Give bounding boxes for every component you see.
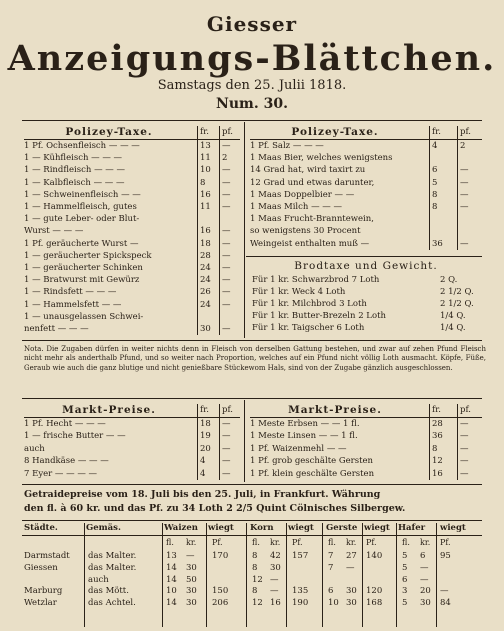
getraide-measure: auch [88,574,109,585]
brod-row-text: Für 1 kr. Butter-Brezeln 2 Loth [252,311,386,321]
divider [22,484,482,485]
getraide-unit: Pf. [440,538,451,547]
markt_right-row-text: 1 Meste Erbsen — — 1 fl. [250,419,360,429]
markt_left-header-rule [24,417,240,418]
markt_left-row-pf: — [222,468,231,479]
polizey_left-row-pf: 2 [222,153,228,164]
getraide-value: 3 [402,586,408,597]
divider [22,520,482,521]
getraide-value: 6 [402,574,408,585]
getraide-measure: das Achtel. [88,598,136,609]
getraide-value: 8 [252,586,258,597]
markt_right-title: Markt-Preise. [288,404,382,416]
markt_right-col-fr: fr. [432,405,441,415]
getraide-value: — [270,586,279,597]
polizey_left-row-pf: — [222,250,231,261]
polizey_right-col-pf: pf. [460,127,471,137]
brod-row-text: Für 1 kr. Weck 4 Loth [252,287,346,297]
getraide-unit: kr. [420,538,431,547]
getraide-value: 5 [402,562,408,573]
polizey_right-row-text: 1 Maas Doppelbier — — [250,189,355,200]
polizey_right-row-pf: — [460,202,469,212]
getraide-value: 170 [212,551,229,561]
getraide-value: 150 [212,586,229,597]
polizey_left-row-fr: 16 [200,189,211,200]
getraide-vrule [396,523,397,627]
polizey_left-col-fr: fr. [200,127,209,137]
polizey_left-row-pf: — [222,226,231,237]
getraide-city: Giessen [24,562,58,573]
polizey_left-row-pf: — [222,324,231,334]
getraide-header-wiegt1: wiegt [208,523,234,533]
getraide-vrule [362,523,363,627]
markt_right-row-pf: — [460,443,469,454]
getraide-value: 30 [420,598,431,609]
getraide-value: — [270,574,279,585]
polizey_left-vrule [197,126,198,335]
polizey_right-row-pf: — [460,238,469,249]
column-separator [244,122,245,338]
getraide-value: 7 [328,551,334,561]
polizey_right-row-text: 1 Maas Milch — — — [250,202,342,212]
getraide-unit: kr. [346,538,357,547]
getraide-header-wiegt3: wiegt [364,523,390,533]
getraide-value: 84 [440,598,451,609]
polizey_left-row-text: 1 — Bratwurst mit Gewürz [24,275,140,286]
divider [22,120,482,121]
markt_left-row-text: auch [24,443,45,454]
getraide-value: 10 [166,586,177,597]
getraide-value: 10 [328,598,339,609]
polizey_left-row-fr: 24 [200,263,211,273]
markt_left-row-text: 1 Pf. Hecht — — — [24,419,106,429]
polizey_left-row-text: 1 — Kalbfleisch — — — [24,177,125,188]
getraide-value: 5 [402,598,408,609]
getraide-value: 140 [366,551,383,561]
markt_left-row-text: 7 Eyer — — — — [24,468,98,479]
getraide-value: 95 [440,551,451,561]
markt_right-row-text: 1 Meste Linsen — — 1 fl. [250,431,358,442]
getraide-value: 5 [402,551,408,561]
markt_right-row-pf: — [460,456,469,467]
getraide-vrule [246,523,247,627]
getraide-header-rule [22,535,482,536]
markt_right-row-pf: — [460,431,469,442]
polizey_left-row-text: 1 — Kühfleisch — — — [24,153,123,164]
markt_left-vrule [197,404,198,480]
polizey_left-header-rule [24,139,240,140]
brod-row-text: Für 1 kr. Taigscher 6 Loth [252,323,365,333]
markt_right-row-pf: — [460,468,469,479]
markt_right-vrule [457,404,458,480]
getraide-value: 30 [270,562,281,573]
getraide-value: 8 [252,562,258,573]
divider [22,398,482,399]
getraide-value: 14 [166,598,177,609]
polizey_left-row-text: 1 Pf. geräucherte Wurst — [24,238,139,249]
polizey_right-row-fr: 36 [432,238,443,249]
polizey_left-row-text: 1 — Hammelsfett — — [24,299,122,310]
polizey_right-vrule [457,126,458,250]
polizey_left-vrule [219,126,220,335]
polizey_right-row-text: 1 Pf. Salz — — — [250,141,324,151]
markt_left-row-text: 8 Handkäse — — — [24,456,109,467]
markt_right-col-pf: pf. [460,405,471,415]
brod-row-q: 2 Q. [440,275,458,285]
polizey_left-row-fr: 8 [200,177,206,188]
polizey_left-row-fr: 24 [200,275,211,286]
markt_left-col-pf: pf. [222,405,233,415]
getraide-value: — [440,586,449,597]
getraide-value: 8 [252,551,258,561]
getraide-measure: das Malter. [88,562,137,573]
polizey_right-row-text: Weingeist enthalten muß — [250,238,370,249]
polizey_left-row-pf: — [222,299,231,310]
polizey_left-row-fr: 26 [200,287,211,298]
divider [22,340,482,341]
polizey_left-row-fr: 28 [200,250,211,261]
polizey_right-row-text: 1 Maas Frucht-Branntewein, [250,214,374,225]
getraide-city: Darmstadt [24,551,70,561]
getraide-header-staedte: Städte. [24,523,58,533]
polizey_left-row-pf: — [222,287,231,298]
polizey_left-row-fr: 30 [200,324,211,334]
getraide-value: 30 [186,562,197,573]
polizey_right-row-text: so wenigstens 30 Procent [250,226,361,237]
getraide-measure: das Mött. [88,586,129,597]
getraide-value: 42 [270,551,281,561]
getraide-header-gerste: Gerste [326,523,358,533]
markt_right-row-text: 1 Pf. klein geschälte Gersten [250,468,375,479]
markt_left-row-fr: 18 [200,419,211,429]
polizey_left-row-text: 1 — geräucherter Schinken [24,263,143,273]
masthead-title: Anzeigungs-Blättchen. [7,38,497,79]
polizey_right-row-text: 1 Maas Bier, welches wenigstens [250,153,393,164]
polizey_left-col-pf: pf. [222,127,233,137]
getraide-vrule [162,523,163,627]
polizey_right-row-fr: 8 [432,189,438,200]
polizey_right-title: Polizey-Taxe. [291,126,379,138]
markt_right-header-rule [250,417,482,418]
getraide-city: Marburg [24,586,63,597]
markt_right-row-fr: 28 [432,419,443,429]
getraide-city: Wetzlar [24,598,57,609]
getraide-measure: das Malter. [88,551,137,561]
getraide-heading-1: Getraidepreise vom 18. Juli bis den 25. Juli, in Frankfurt. Währung [24,489,381,500]
markt_right-row-fr: 16 [432,468,443,479]
markt_left-row-fr: 4 [200,468,206,479]
polizey_left-row-text: 1 Pf. Ochsenfleisch — — — [24,141,140,151]
polizey_right-row-fr: 8 [432,202,438,212]
polizey_right-vrule [429,126,430,250]
getraide-vrule [436,523,437,627]
polizey_left-row-pf: — [222,141,231,151]
getraide-value: 27 [346,551,357,561]
getraide-value: 30 [346,598,357,609]
polizey_left-row-pf: — [222,275,231,286]
getraide-vrule [322,523,323,627]
markt_left-row-fr: 4 [200,456,206,467]
brod-row-text: Für 1 kr. Milchbrod 3 Loth [252,299,367,309]
markt_right-vrule [429,404,430,480]
markt_right-row-pf: — [460,419,469,429]
polizey_left-row-pf: — [222,177,231,188]
brod-title: Brodtaxe und Gewicht. [294,260,438,272]
polizey_left-row-pf: — [222,165,231,176]
getraide-header-hafer: Hafer [398,523,426,533]
getraide-value: 7 [328,562,334,573]
getraide-value: 20 [420,586,431,597]
polizey_right-row-fr: 6 [432,165,438,176]
brod-row-text: Für 1 kr. Schwarzbrod 7 Loth [252,275,380,285]
brod-row-q: 1/4 Q. [440,311,466,321]
getraide-unit: fl. [402,538,410,547]
markt_right-row-fr: 8 [432,443,438,454]
getraide-vrule [84,523,85,627]
polizey_left-row-pf: — [222,202,231,212]
markt_right-row-text: 1 Pf. Waizenmehl — — [250,443,347,454]
getraide-value: 30 [186,598,197,609]
markt_left-col-fr: fr. [200,405,209,415]
polizey_left-row-text: Wurst — — — [24,226,84,237]
getraide-value: 30 [346,586,357,597]
polizey_left-row-text: 1 — gute Leber- oder Blut- [24,214,140,225]
polizey_left-row-pf: — [222,238,231,249]
getraide-value: 14 [166,562,177,573]
markt_right-row-text: 1 Pf. grob geschälte Gersten [250,456,374,467]
nota-text: Nota. Die Zugaben dürfen in weiter nichts denn in Fleisch von derselben Gattung bestehen, und zwar auf zehen Pfund Fleisch nicht mehr als anderthalb Pfund, und so weiter nach Proportion, welches auf ein Pfund nicht völlig Loth ausmacht. Köpfe, Füße, Geraub wie auch die ganz blutige und nicht genießbare Stückewom Hals, sind von der Zugabe gänzlich ausgeschlossen. [24,345,486,372]
getraide-value: 120 [366,586,383,597]
polizey_left-row-fr: 13 [200,141,211,151]
getraide-value: 16 [270,598,281,609]
polizey_left-row-fr: 16 [200,226,211,237]
getraide-unit: Pf. [212,538,223,547]
polizey_left-row-text: 1 — Hammelfleisch, gutes [24,202,137,212]
polizey_left-row-pf: — [222,263,231,273]
polizey_left-row-fr: 18 [200,238,211,249]
polizey_left-row-fr: 24 [200,299,211,310]
polizey_right-row-text: 14 Grad hat, wird taxirt zu [250,165,366,176]
polizey_left-row-pf: — [222,189,231,200]
polizey_right-row-text: 12 Grad und etwas darunter, [250,177,375,188]
getraide-value: 157 [292,551,309,561]
markt_left-row-fr: 19 [200,431,211,442]
issue-date: Samstags den 25. Julii 1818. [157,78,347,93]
brod-top-rule [246,256,482,257]
polizey_right-row-fr: 5 [432,177,438,188]
polizey_right-row-pf: — [460,177,469,188]
markt_left-row-pf: — [222,443,231,454]
getraide-header-wiegt4: wiegt [440,523,466,533]
getraide-heading-2: den fl. à 60 kr. und das Pf. zu 34 Loth 2 2/5 Quint Cölnisches Silbergew. [24,503,406,514]
getraide-unit: kr. [186,538,197,547]
getraide-value: — [420,574,429,585]
getraide-value: 168 [366,598,383,609]
markt_left-row-text: 1 — frische Butter — — [24,431,126,442]
issue-number: Num. 30. [216,96,288,112]
markt_left-row-pf: — [222,419,231,429]
getraide-header-waizen: Waizen [164,523,198,533]
getraide-unit: Pf. [292,538,303,547]
polizey_right-header-rule [250,139,482,140]
getraide-unit: fl. [328,538,336,547]
brod-row-q: 2 1/2 Q. [440,299,474,309]
getraide-value: 135 [292,586,309,597]
markt_left-title: Markt-Preise. [62,404,156,416]
getraide-unit: Pf. [366,538,377,547]
getraide-value: 13 [166,551,177,561]
polizey_left-title: Polizey-Taxe. [65,126,153,138]
brod-row-q: 2 1/2 Q. [440,287,474,297]
polizey_left-row-text: 1 — unausgelassen Schwei- [24,311,144,322]
polizey_left-row-text: 1 — geräucherter Spickspeck [24,250,152,261]
getraide-header-korn: Korn [250,523,274,533]
getraide-value: 190 [292,598,309,609]
getraide-vrule [286,523,287,627]
getraide-header-wiegt2: wiegt [288,523,314,533]
polizey_left-row-text: 1 — Rindfleisch — — — [24,165,125,176]
getraide-value: — [420,562,429,573]
getraide-header-gemaes: Gemäs. [86,523,121,533]
getraide-value: 50 [186,574,197,585]
polizey_right-col-fr: fr. [432,127,441,137]
getraide-value: 206 [212,598,229,609]
polizey_right-row-pf: — [460,165,469,176]
getraide-vrule [206,523,207,627]
polizey_left-row-fr: 10 [200,165,211,176]
masthead-city: Giesser [206,12,298,36]
polizey_left-row-fr: 11 [200,153,211,164]
getraide-unit: fl. [252,538,260,547]
getraide-value: — [346,562,355,573]
polizey_right-row-pf: — [460,189,469,200]
brod-row-q: 1/4 Q. [440,323,466,333]
markt_left-row-pf: — [222,431,231,442]
markt_left-vrule [219,404,220,480]
polizey_left-row-text: 1 — Rindsfett — — — [24,287,117,298]
column-separator [244,400,245,482]
getraide-value: 6 [420,551,426,561]
polizey_right-row-fr: 4 [432,141,438,151]
getraide-value: 6 [328,586,334,597]
polizey_left-row-text: nenfett — — — [24,324,89,334]
getraide-value: — [186,551,195,561]
getraide-unit: fl. [166,538,174,547]
markt_right-row-fr: 12 [432,456,443,467]
markt_left-row-fr: 20 [200,443,211,454]
markt_left-row-pf: — [222,456,231,467]
getraide-value: 14 [166,574,177,585]
getraide-value: 30 [186,586,197,597]
getraide-value: 12 [252,574,263,585]
polizey_left-row-fr: 11 [200,202,211,212]
polizey_right-row-pf: 2 [460,141,466,151]
polizey_left-row-text: 1 — Schweinenfleisch — — [24,189,141,200]
markt_right-row-fr: 36 [432,431,443,442]
getraide-unit: kr. [270,538,281,547]
getraide-value: 12 [252,598,263,609]
